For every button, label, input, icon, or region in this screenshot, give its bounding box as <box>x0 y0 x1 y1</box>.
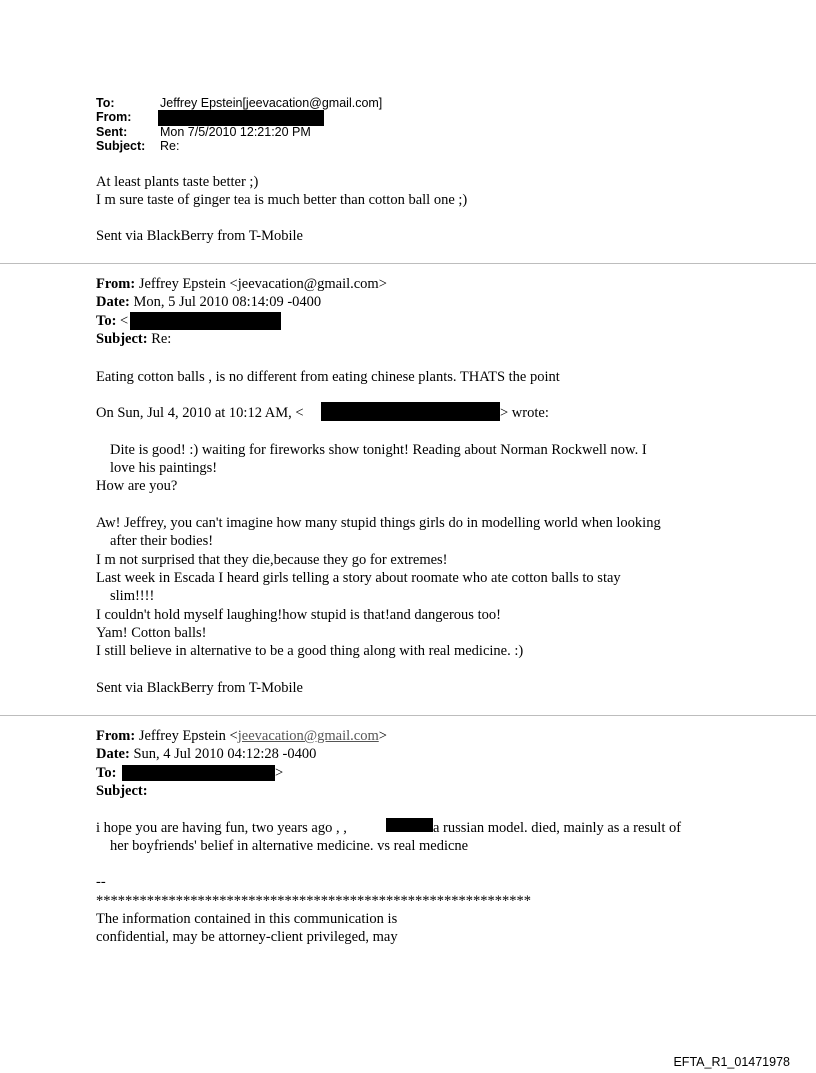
subject-label: Subject: <box>96 783 148 799</box>
to-prefix: < <box>120 313 129 329</box>
body-line: I m sure taste of ginger tea is much better than cotton ball one ;) <box>96 192 468 208</box>
redaction-box <box>321 402 500 421</box>
to-line <box>96 312 128 330</box>
subject-line <box>96 330 171 348</box>
body-line-end: a russian model. died, mainly as a result of <box>433 820 682 836</box>
quote-line: How are you? <box>96 478 178 494</box>
from-close: > <box>378 728 387 744</box>
body-line-start: i hope you are having fun, two years ago , , <box>96 820 347 836</box>
email-link[interactable]: jeevacation@gmail.com <box>237 728 379 744</box>
from-label: From: <box>96 110 132 124</box>
to-label: To: <box>96 313 117 329</box>
star-line: ************************************************************ <box>96 893 531 909</box>
quote-line: love his paintings! <box>110 460 218 476</box>
sent-label: Sent: <box>96 125 128 139</box>
date-label: Date: <box>96 746 130 762</box>
from-line <box>96 275 387 293</box>
to-value: Jeffrey Epstein[jeevacation@gmail.com] <box>160 96 383 110</box>
quote-line: I still believe in alternative to be a good thing along with real medicine. :) <box>96 643 524 659</box>
date-label: Date: <box>96 294 130 310</box>
document-id: EFTA_R1_01471978 <box>673 1055 790 1069</box>
quote-intro-start: On Sun, Jul 4, 2010 at 10:12 AM, < <box>96 405 304 421</box>
to-label: To: <box>96 765 117 781</box>
disclaimer-line: confidential, may be attorney-client privileged, may <box>96 929 398 945</box>
quote-line: Yam! Cotton balls! <box>96 625 207 641</box>
subject-value: Re: <box>160 139 180 153</box>
date-line <box>96 745 316 763</box>
subject-label: Subject: <box>96 139 146 153</box>
date-value: Mon, 5 Jul 2010 08:14:09 -0400 <box>133 294 322 310</box>
redaction-box <box>158 110 324 126</box>
from-name: Jeffrey Epstein < <box>138 728 238 744</box>
sent-value: Mon 7/5/2010 12:21:20 PM <box>160 125 311 139</box>
quote-line: after their bodies! <box>110 533 214 549</box>
date-line <box>96 293 321 311</box>
signature: Sent via BlackBerry from T-Mobile <box>96 680 303 696</box>
quote-line: Dite is good! :) waiting for fireworks show tonight! Reading about Norman Rockwell now. I <box>110 442 647 458</box>
quote-line: slim!!!! <box>110 588 155 604</box>
quote-line: I couldn't hold myself laughing!how stupid is that!and dangerous too! <box>96 607 501 623</box>
body-line: Eating cotton balls , is no different from eating chinese plants. THATS the point <box>96 369 560 385</box>
subject-label: Subject: <box>96 331 148 347</box>
signature: Sent via BlackBerry from T-Mobile <box>96 228 303 244</box>
quote-line: Last week in Escada I heard girls telling a story about roomate who ate cotton balls to stay <box>96 570 621 586</box>
from-label: From: <box>96 276 136 292</box>
quote-line: Aw! Jeffrey, you can't imagine how many stupid things girls do in modelling world when looking <box>96 515 661 531</box>
signature-dash: -- <box>96 874 106 890</box>
subject-line <box>96 782 148 800</box>
body-line: At least plants taste better ;) <box>96 174 259 190</box>
quote-intro-end: > wrote: <box>500 405 549 421</box>
redaction-box <box>130 312 281 330</box>
to-line <box>96 764 116 782</box>
disclaimer-line: The information contained in this communication is <box>96 911 398 927</box>
redaction-box <box>386 818 433 832</box>
divider <box>0 263 816 264</box>
to-label: To: <box>96 96 115 110</box>
from-line <box>96 727 387 745</box>
quote-line: I m not surprised that they die,because they go for extremes! <box>96 552 448 568</box>
body-line: her boyfriends' belief in alternative medicine. vs real medicne <box>110 838 469 854</box>
to-suffix: > <box>275 765 284 781</box>
subject-value: Re: <box>151 331 172 347</box>
date-value: Sun, 4 Jul 2010 04:12:28 -0400 <box>133 746 317 762</box>
from-label: From: <box>96 728 136 744</box>
redaction-box <box>122 765 275 781</box>
from-value: Jeffrey Epstein <jeevacation@gmail.com> <box>138 276 387 292</box>
divider <box>0 715 816 716</box>
